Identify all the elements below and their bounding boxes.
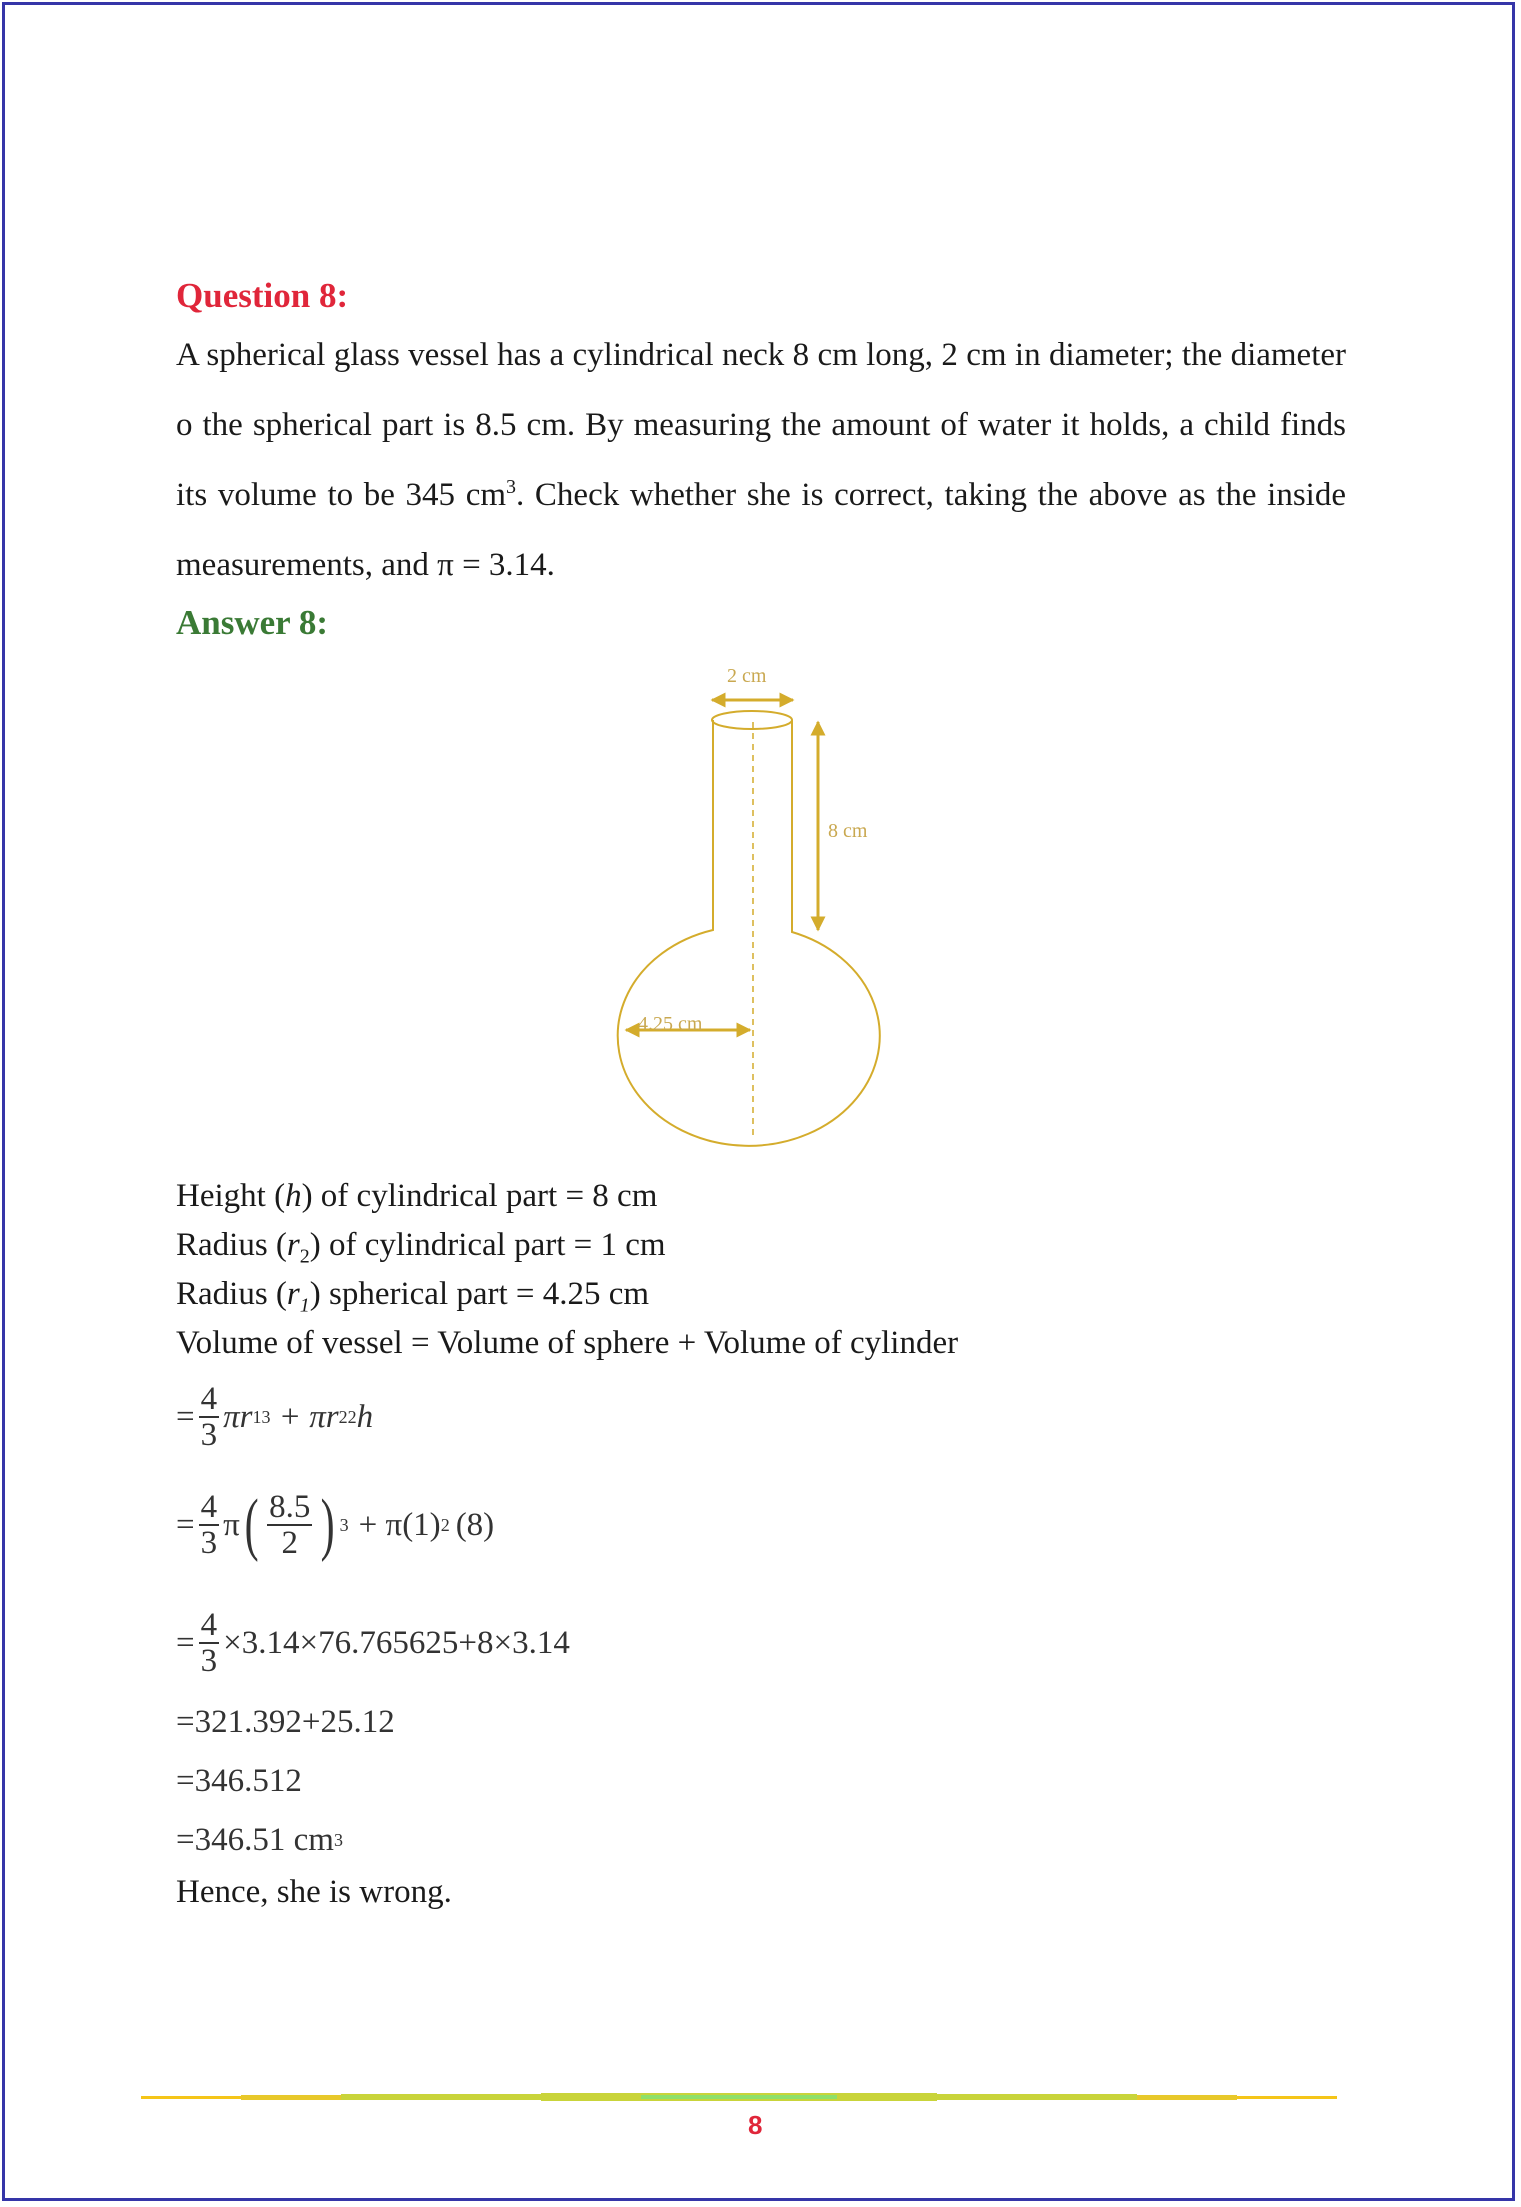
equation-step-4: =321.392+25.12 — [176, 1704, 395, 1740]
question-text-part: A spherical glass vessel has a cylindrical neck 8 cm long, 2 cm in diameter; the diameter o the spherical part is 8.5 cm. By measuring the amount of water it holds, a child finds its volume to be 345 cm — [176, 337, 1346, 513]
equation-step-2: = $\frac{4}{3}$ π ( $\frac{8.5}{2}$ ) 3 + π(1) 2 (8) — [176, 1486, 495, 1563]
question-heading: Question 8: — [176, 276, 349, 315]
equation-step-5: =346.512 — [176, 1763, 302, 1799]
answer-heading: Answer 8: — [176, 603, 328, 642]
question-text-part: . Check whether she is correct, taking the above as the inside measurements, and π = 3.14. — [176, 477, 1346, 583]
answer-line: Height (h) of cylindrical part = 8 cm — [176, 1178, 658, 1214]
equation-step-6: =346.51 cm 3 — [176, 1822, 343, 1858]
equation-step-3: = $\frac{4}{3}$ ×3.14×76.765625+8×3.14 — [176, 1607, 570, 1679]
footer-divider — [141, 2092, 1337, 2102]
radius-label: 4.25 cm — [638, 1013, 703, 1035]
vessel-outline — [618, 720, 880, 1146]
page-number: 8 — [748, 2110, 763, 2140]
height-label: 8 cm — [828, 820, 868, 842]
answer-line: Radius $(r_2)$ of cylindrical part = 1 cm — [176, 1227, 666, 1268]
diameter-label: 2 cm — [727, 665, 767, 687]
equation-step-1: = $\frac{4}{3}$ πr 1 3 + πr 2 2 h — [176, 1381, 374, 1453]
answer-line: Volume of vessel = Volume of sphere + Volume of cylinder — [176, 1325, 959, 1361]
conclusion: Hence, she is wrong. — [176, 1874, 452, 1910]
superscript: 3 — [506, 476, 517, 498]
answer-line: Radius $(r_1)$ spherical part = 4.25 cm — [176, 1276, 650, 1317]
neck-opening — [712, 711, 792, 729]
